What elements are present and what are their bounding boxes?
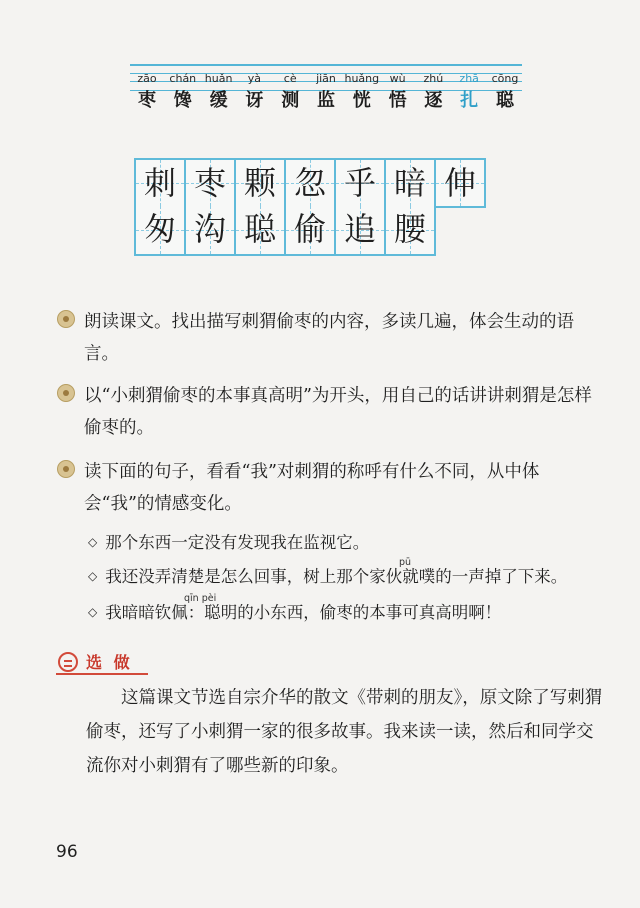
sentence-text: 我暗暗钦佩：聪明的小东西，偷枣的本事可真高明啊！	[105, 603, 502, 622]
grid-cell	[386, 158, 436, 208]
pinyin: chán	[169, 72, 197, 85]
pinyin: huǎn	[204, 72, 233, 85]
grid-char: 匆	[143, 210, 176, 248]
optional-section-header	[58, 650, 133, 673]
grid-char: 乎	[343, 164, 376, 202]
optional-section-label: 选 做	[86, 653, 133, 672]
pinyin-vocabulary-strip	[130, 62, 522, 122]
grid-cell	[186, 158, 236, 208]
exercise-text: 朗读课文。找出描写刺猬偷枣的内容，多读几遍，体会生动的语言。	[84, 312, 574, 364]
exercise-text: 以“小刺猬偷枣的本事真高明”为开头，用自己的话讲讲刺猬是怎样偷枣的。	[84, 386, 592, 438]
exercise-badge-icon	[57, 310, 75, 328]
hanzi: 监	[316, 90, 335, 111]
grid-char: 忽	[293, 164, 326, 202]
grid-cell	[286, 158, 336, 208]
exercise-badge-icon	[57, 460, 75, 478]
grid-char: 枣	[193, 164, 226, 202]
example-sentence	[88, 557, 568, 589]
hanzi: 聪	[495, 90, 514, 111]
grid-char: 追	[343, 210, 376, 248]
pinyin-word-highlighted	[452, 62, 486, 112]
diamond-bullet-icon: ◇	[88, 605, 98, 619]
optional-paragraph: 这篇课文节选自宗介华的散文《带刺的朋友》，原文除了写刺猬偷枣，还写了小刺猬一家的很多故事。我来读一读，然后和同学交流你对小刺猬有了哪些新的印象。	[86, 688, 603, 776]
pinyin-word	[488, 62, 522, 112]
diamond-bullet-icon: ◇	[88, 569, 98, 583]
hanzi: 馋	[173, 90, 192, 111]
grid-cell	[236, 206, 286, 256]
grid-char: 腰	[393, 210, 426, 248]
optional-underline	[56, 673, 148, 675]
grid-cell	[336, 206, 386, 256]
optional-section-icon	[58, 652, 78, 672]
pinyin-word	[166, 62, 200, 112]
ruby-pinyin: pū	[399, 557, 412, 568]
pinyin: zhā	[459, 72, 479, 85]
diamond-bullet-icon: ◇	[88, 535, 98, 549]
pinyin-word	[381, 62, 415, 112]
exercise-text: 读下面的句子，看看“我”对刺猬的称呼有什么不同，从中体会“我”的情感变化。	[84, 462, 540, 514]
pinyin: huǎng	[344, 72, 380, 85]
grid-cell	[336, 158, 386, 208]
grid-cell	[186, 206, 236, 256]
hanzi: 逐	[424, 90, 443, 111]
grid-char: 刺	[143, 164, 176, 202]
example-sentence	[88, 530, 369, 555]
hanzi: 恍	[352, 90, 371, 111]
grid-row-1	[134, 158, 486, 208]
ruby-pinyin: qīn pèi	[184, 593, 217, 604]
grid-char: 伸	[443, 164, 476, 202]
grid-cell	[136, 158, 186, 208]
hanzi: 缓	[209, 90, 228, 111]
hanzi: 悟	[388, 90, 407, 111]
pinyin-word	[273, 62, 307, 112]
grid-char: 偷	[293, 210, 326, 248]
pinyin: cè	[283, 72, 297, 85]
grid-char: 颗	[243, 164, 276, 202]
page-number: 96	[56, 842, 78, 862]
pinyin-word	[130, 62, 164, 112]
hanzi: 扎	[460, 90, 479, 111]
grid-char: 暗	[393, 164, 426, 202]
hanzi: 枣	[138, 90, 156, 111]
exercise-badge-icon	[57, 384, 75, 402]
pinyin: yà	[247, 72, 262, 85]
pinyin-word	[202, 62, 236, 112]
sentence-text: 我还没弄清楚是怎么回事，树上那个家伙就噗的一声掉了下来。	[105, 567, 568, 586]
grid-row-2	[134, 206, 436, 256]
pinyin: cōng	[491, 72, 519, 85]
grid-cell	[236, 158, 286, 208]
pinyin-word	[237, 62, 271, 112]
grid-char: 聪	[243, 210, 276, 248]
grid-char: 沟	[193, 210, 226, 248]
grid-cell	[436, 158, 486, 208]
pinyin: zhú	[423, 72, 444, 85]
pinyin: zāo	[137, 72, 157, 85]
example-sentence	[88, 593, 502, 625]
grid-cell	[136, 206, 186, 256]
pinyin: wù	[389, 72, 406, 85]
pinyin-word	[309, 62, 343, 112]
pinyin-word	[416, 62, 450, 112]
sentence-text: 那个东西一定没有发现我在监视它。	[105, 533, 370, 552]
hanzi: 讶	[245, 90, 264, 111]
hanzi: 测	[281, 90, 300, 111]
grid-cell	[286, 206, 336, 256]
grid-cell	[386, 206, 436, 256]
pinyin: jiān	[316, 72, 336, 85]
pinyin-word	[345, 62, 379, 112]
pinyin-row	[130, 62, 522, 112]
